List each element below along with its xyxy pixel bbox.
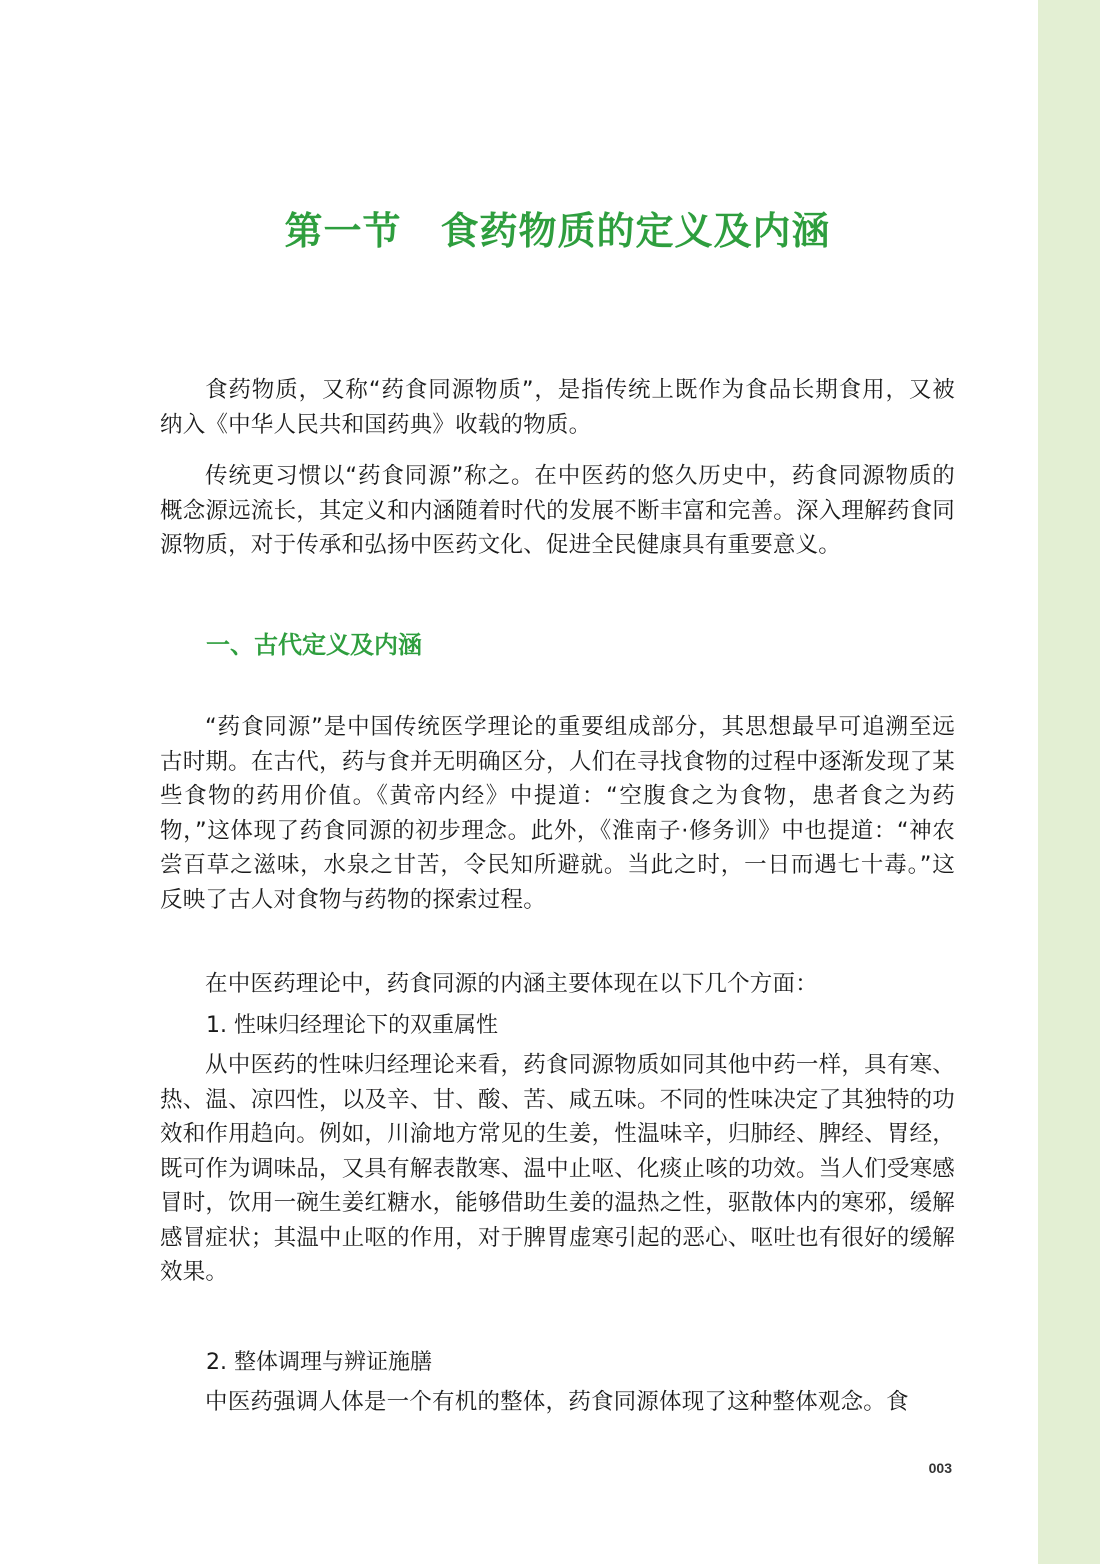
subsection-2-body: 中医药强调人体是一个有机的整体，药食同源体现了这种整体观念。食: [205, 1389, 909, 1415]
section1-paragraph-2: 在中医药理论中，药食同源的内涵主要体现在以下几个方面：: [205, 971, 818, 997]
intro-paragraph-2: 传统更习惯以“药食同源”称之。在中医药的悠久历史中，药食同源物质的概念源远流长，其定义和内涵随着时代的发展不断丰富和完善。深入理解药食同源物质，对于传承和弘扬中医药文化、促进全民健康具有重要意义。: [160, 463, 955, 558]
intro-paragraph-1: 食药物质，又称“药食同源物质”，是指传统上既作为食品长期食用，又被纳入《中华人民共和国药典》收载的物质。: [160, 377, 955, 438]
subheading-2: 2. 整体调理与辨证施膳: [206, 1350, 432, 1375]
chapter-title: 第一节 食药物质的定义及内涵: [284, 208, 831, 253]
section1-paragraph-1: “药食同源”是中国传统医学理论的重要组成部分，其思想最早可追溯至远古时期。在古代，药与食并无明确区分，人们在寻找食物的过程中逐渐发现了某些食物的药用价值。《黄帝内经》中提道：“空腹食之为食物，患者食之为药物，”这体现了药食同源的初步理念。此外，《淮南子·修务训》中也提道：“神农尝百草之滋味，水泉之甘苦，令民知所避就。当此之时，一日而遇七十毒。”这反映了古人对食物与药物的探索过程。: [160, 714, 955, 913]
side-color-strip: [1038, 0, 1100, 1564]
subsection-1-body: 从中医药的性味归经理论来看，药食同源物质如同其他中药一样，具有寒、热、温、凉四性，以及辛、甘、酸、苦、咸五味。不同的性味决定了其独特的功效和作用趋向。例如，川渝地方常见的生姜，性温味辛，归肺经、脾经、胃经，既可作为调味品，又具有解表散寒、温中止呕、化痰止咳的功效。当人们受寒感冒时，饮用一碗生姜红糖水，能够借助生姜的温热之性，驱散体内的寒邪，缓解感冒症状；其温中止呕的作用，对于脾胃虚寒引起的恶心、呕吐也有很好的缓解效果。: [160, 1052, 955, 1285]
page-number: 003: [928, 1460, 952, 1476]
subheading-1: 1. 性味归经理论下的双重属性: [206, 1013, 498, 1038]
section-heading-ancient: 一、古代定义及内涵: [206, 630, 422, 659]
